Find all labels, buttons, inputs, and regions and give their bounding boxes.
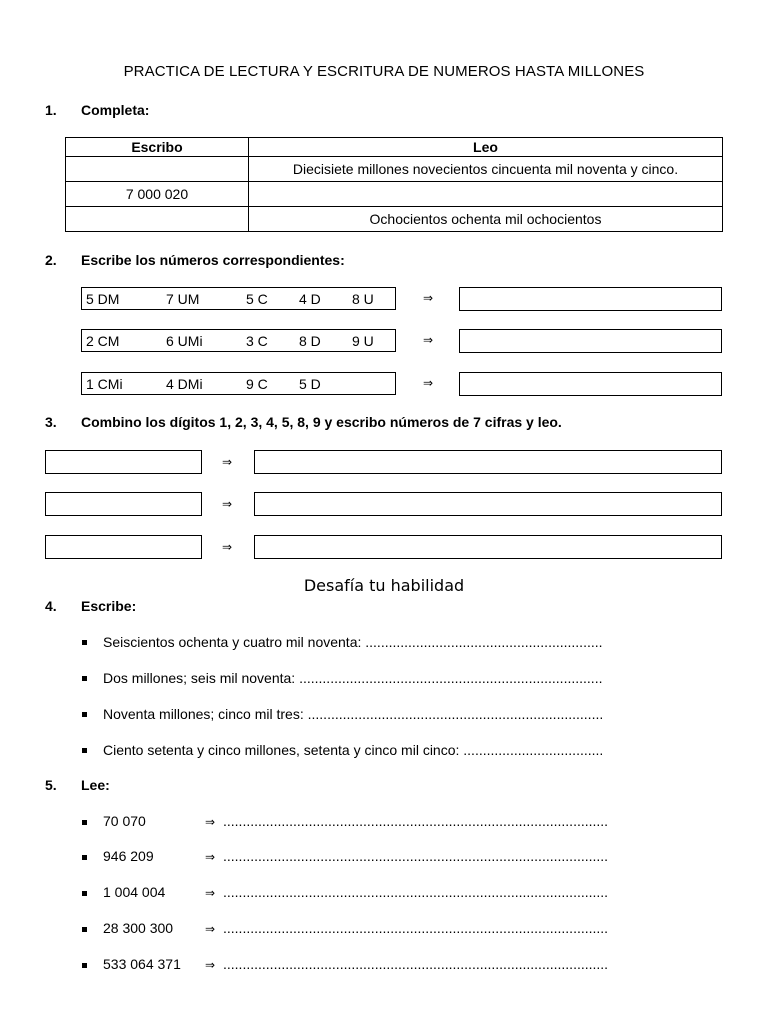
question-2-text: Escribe los números correspondientes: (81, 252, 345, 268)
digits-box-1 (81, 287, 396, 310)
reading-box-q3-3[interactable] (254, 535, 722, 559)
arrow-icon: ⇒ (205, 886, 216, 900)
number-box-q3-1[interactable] (45, 450, 202, 474)
table-row (66, 157, 723, 182)
completa-table (65, 137, 723, 232)
bullet-icon (82, 963, 87, 968)
cell-leo-3[interactable]: Ochocientos ochenta mil ochocientos (249, 207, 723, 232)
reading-box-q3-2[interactable] (254, 492, 722, 516)
digit-value: 2 CM (86, 333, 120, 349)
number-to-read: 70 070 (103, 813, 146, 829)
arrow-icon: ⇒ (222, 455, 233, 469)
list-item: Ciento setenta y cinco millones, setenta y cinco mil cinco: .................................... (103, 742, 604, 758)
answer-line[interactable]: ................................................................................................... (223, 813, 609, 829)
number-to-read: 533 064 371 (103, 956, 181, 972)
number-to-read: 28 300 300 (103, 920, 174, 936)
question-1-text: Completa: (81, 102, 150, 118)
digit-value: 6 UMi (166, 333, 203, 349)
question-2-number: 2. (45, 252, 57, 268)
digit-value: 8 D (299, 333, 321, 349)
digit-value: 9 U (352, 333, 374, 349)
digit-value: 4 DMi (166, 376, 203, 392)
arrow-icon: ⇒ (222, 540, 233, 554)
bullet-icon (82, 676, 87, 681)
arrow-icon: ⇒ (423, 376, 434, 390)
number-to-read: 1 004 004 (103, 884, 166, 900)
number-box-q3-3[interactable] (45, 535, 202, 559)
arrow-icon: ⇒ (205, 922, 216, 936)
question-3-number: 3. (45, 414, 57, 430)
cell-escribo-2[interactable]: 7 000 020 (66, 182, 249, 207)
digit-value: 5 C (246, 291, 268, 307)
list-item: Dos millones; seis mil noventa: .............................................................................. (103, 670, 603, 686)
table-row (66, 182, 723, 207)
digit-value: 8 U (352, 291, 374, 307)
question-1-number: 1. (45, 102, 57, 118)
digit-value: 7 UM (166, 291, 200, 307)
bullet-icon (82, 891, 87, 896)
arrow-icon: ⇒ (423, 291, 434, 305)
bullet-icon (82, 927, 87, 932)
question-4-number: 4. (45, 598, 57, 614)
header-leo: Leo (249, 138, 723, 157)
arrow-icon: ⇒ (205, 815, 216, 829)
answer-line[interactable]: ................................................................................................... (223, 848, 609, 864)
bullet-icon (82, 820, 87, 825)
reading-box-q3-1[interactable] (254, 450, 722, 474)
digit-value: 9 C (246, 376, 268, 392)
digits-box-2 (81, 329, 396, 352)
digit-value: 5 D (299, 376, 321, 392)
arrow-icon: ⇒ (205, 850, 216, 864)
question-5-text: Lee: (81, 777, 110, 793)
cell-leo-1[interactable]: Diecisiete millones novecientos cincuenta mil noventa y cinco. (249, 157, 723, 182)
bullet-icon (82, 855, 87, 860)
digit-value: 5 DM (86, 291, 120, 307)
bullet-icon (82, 640, 87, 645)
table-header-row (66, 138, 723, 157)
number-box-q3-2[interactable] (45, 492, 202, 516)
question-3-text: Combino los dígitos 1, 2, 3, 4, 5, 8, 9 y escribo números de 7 cifras y leo. (81, 414, 562, 430)
question-5-number: 5. (45, 777, 57, 793)
bullet-icon (82, 712, 87, 717)
arrow-icon: ⇒ (205, 958, 216, 972)
bullet-icon (82, 748, 87, 753)
list-item: Noventa millones; cinco mil tres: ............................................................................ (103, 706, 604, 722)
arrow-icon: ⇒ (222, 497, 233, 511)
list-item: Seiscientos ochenta y cuatro mil noventa: ............................................................. (103, 634, 603, 650)
answer-line[interactable]: ................................................................................................... (223, 920, 609, 936)
answer-box-q2-2[interactable] (459, 329, 722, 353)
answer-line[interactable]: ................................................................................................... (223, 884, 609, 900)
answer-box-q2-1[interactable] (459, 287, 722, 311)
digit-value: 1 CMi (86, 376, 123, 392)
answer-line[interactable]: ................................................................................................... (223, 956, 609, 972)
table-row (66, 207, 723, 232)
digits-box-3 (81, 372, 396, 395)
question-4-text: Escribe: (81, 598, 137, 614)
cell-escribo-3[interactable] (66, 207, 249, 232)
cell-leo-2[interactable] (249, 182, 723, 207)
header-escribo: Escribo (66, 138, 249, 157)
digit-value: 3 C (246, 333, 268, 349)
arrow-icon: ⇒ (423, 333, 434, 347)
answer-box-q2-3[interactable] (459, 372, 722, 396)
section-subtitle: Desafía tu habilidad (303, 576, 465, 595)
cell-escribo-1[interactable] (66, 157, 249, 182)
digit-value: 4 D (299, 291, 321, 307)
number-to-read: 946 209 (103, 848, 154, 864)
page-title: PRACTICA DE LECTURA Y ESCRITURA DE NUMEROS HASTA MILLONES (123, 63, 645, 80)
